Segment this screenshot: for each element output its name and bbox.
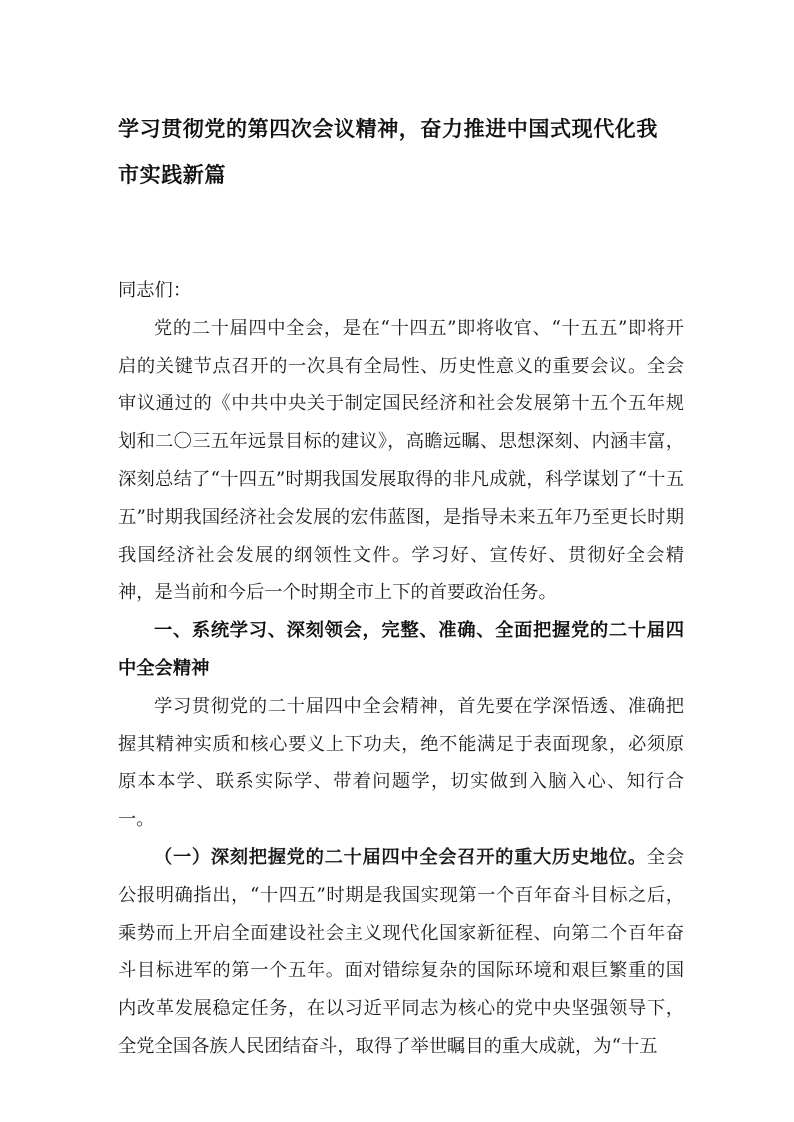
subsection-1-text: 全会公报明确指出，“十四五”时期是我国实现第一个百年奋斗目标之后，乘势而上开启全面建设社会主义现代化国家新征程、向第二个百年奋斗目标进军的第一个五年。面对错综复杂的国际环境和艰巨繁重的国内改革发展稳定任务，在以习近平同志为核心的党中央坚强领导下，全党全国各族人民团结奋斗，取得了举世瞩目的重大成就，为“十五	[118, 846, 684, 1057]
document-title: 学习贯彻党的第四次会议精神，奋力推进中国式现代化我市实践新篇	[118, 117, 658, 187]
document-body	[118, 272, 684, 1066]
salutation: 同志们：	[118, 280, 192, 301]
section-1-intro-paragraph: 学习贯彻党的二十届四中全会精神，首先要在学深悟透、准确把握其精神实质和核心要义上下功夫，绝不能满足于表面现象，必须原原本本学、联系实际学、带着问题学，切实做到入脑入心、知行合一。	[118, 695, 684, 831]
subsection-1-heading: （一）深刻把握党的二十届四中全会召开的重大历史地位。	[154, 846, 647, 868]
subsection-1-paragraph	[118, 839, 684, 1066]
section-1-heading: 一、系统学习、深刻领会，完整、准确、全面把握党的二十届四中全会精神	[118, 620, 684, 679]
opening-paragraph: 党的二十届四中全会，是在“十四五”即将收官、“十五五”即将开启的关键节点召开的一次具有全局性、历史性意义的重要会议。全会审议通过的《中共中央关于制定国民经济和社会发展第十五个五年规划和二〇三五年远景目标的建议》，高瞻远瞩、思想深刻、内涵丰富，深刻总结了“十四五”时期我国发展取得的非凡成就，科学谋划了“十五五”时期我国经济社会发展的宏伟蓝图，是指导未来五年乃至更长时期我国经济社会发展的纲领性文件。学习好、宣传好、贯彻好全会精神，是当前和今后一个时期全市上下的首要政治任务。	[118, 317, 684, 604]
